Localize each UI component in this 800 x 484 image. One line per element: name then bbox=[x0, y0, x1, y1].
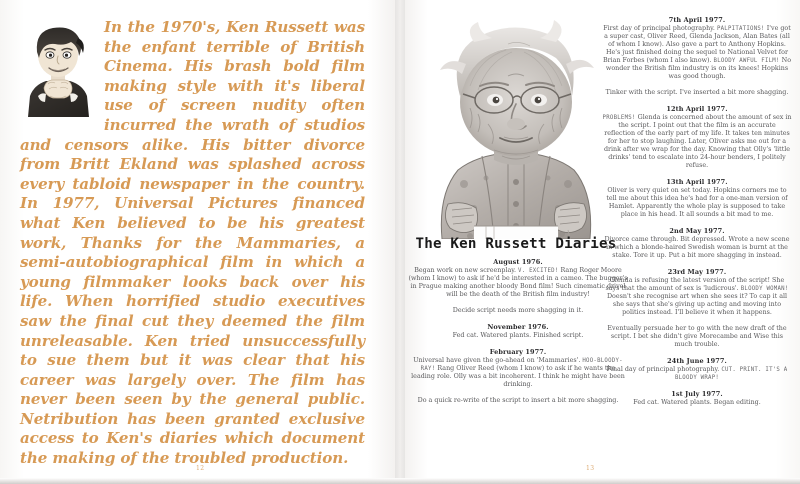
diary-entry-body: Final day of principal photography. CUT. PRINT. IT'S A BLOODY WRAP! bbox=[606, 366, 788, 381]
diary-entry-body: Decide script needs more shagging in it. bbox=[452, 307, 584, 314]
diary-entry-emphasis: PALPITATIONS! bbox=[716, 26, 765, 32]
page-bottom-edge bbox=[0, 478, 800, 484]
diary-entry bbox=[602, 178, 792, 219]
diary-entry-date: 12th April 1977. bbox=[666, 105, 728, 113]
diary-entry bbox=[602, 390, 792, 407]
diary-entry-emphasis: CUT. PRINT. IT'S A BLOODY WRAP! bbox=[674, 367, 788, 381]
diary-entry-body: PROBLEMS! Glenda is concerned about the amount of sex in the script. I point out that the film is an accurate reflection of the early part of my life. It takes ten minutes for her to stop laughing. Later, Oliver asks me out for a drink after we wrap for the day. Knowing that Olly's 'little drinks' tend to escalate into 24-hour benders, I politely refuse. bbox=[602, 114, 792, 169]
diary-title: The Ken Russett Diaries bbox=[415, 236, 617, 252]
diary-entry-body: Began work on new screenplay. V. EXCITED! Rang Roger Moore (whom I know) to ask if he'd be interested in a cameo. The bugger's in Prague making another bloody Bond film! Such cinematic drivel will be the death of the British film industry! bbox=[408, 267, 628, 298]
diary-entry-body: Universal have given the go-ahead on 'Mammaries'. HOO-BLOODY-RAY! Rang Oliver Reed (whom I know) to ask if he wants the leading role. Olly was a bit incoherent. I think he might have been drinking. bbox=[411, 357, 625, 388]
diary-entry-date: 13th April 1977. bbox=[666, 178, 728, 186]
diary-entry bbox=[602, 268, 792, 317]
diary-entry-date: 2nd May 1977. bbox=[669, 227, 725, 235]
diary-column-center bbox=[408, 258, 628, 405]
diary-entry-date: 7th April 1977. bbox=[668, 16, 726, 24]
right-page bbox=[400, 0, 800, 484]
diary-entry bbox=[408, 397, 628, 405]
diary-entry bbox=[602, 16, 792, 81]
diary-entry-body: Glenda is refusing the latest version of the script! She says that the amount of sex is 'ludicrous'. BLOODY WOMAN! Doesn't she recognise art when she sees it? To cap it all she says that she's giving up acting and moving into politics instead. I'll believe it when it happens. bbox=[605, 277, 789, 316]
diary-entry-emphasis: HOO-BLOODY-RAY! bbox=[420, 358, 623, 372]
diary-entry-body: Eventually persuade her to go with the new draft of the script. I bet she didn't give Morecambe and Wise this much trouble. bbox=[607, 325, 787, 348]
diary-entry-date: 23rd May 1977. bbox=[667, 268, 727, 276]
diary-entry-body: Tinker with the script. I've inserted a bit more shagging. bbox=[605, 89, 789, 96]
intro-block bbox=[20, 18, 365, 469]
diary-entry-emphasis: BLOODY AWFUL FILM! bbox=[713, 58, 780, 64]
diary-entry bbox=[408, 323, 628, 340]
diary-entry bbox=[408, 307, 628, 315]
ken-russett-portrait-illustration bbox=[20, 22, 96, 117]
diary-entry-date: August 1976. bbox=[493, 258, 543, 266]
diary-entry-body: First day of principal photography. PALPITATIONS! I've got a super cast, Oliver Reed, Glenda Jackson, Alan Bates (all of whom I know). Also gave a part to Anthony Hopkins. He's just finished doing the sequel to National Velvet for Brian Forbes (whom I also know). BLOODY AWFUL FILM! No wonder the British film industry is on its knees! Hopkins was good though. bbox=[602, 25, 792, 80]
diary-entry-date: 1st July 1977. bbox=[671, 390, 723, 398]
diary-entry-body: Oliver is very quiet on set today. Hopkins corners me to tell me about this idea he's had for a one-man version of Hamlet. Apparently the whole play is supposed to take place in his head. It all sounds a bit mad to me. bbox=[606, 187, 788, 218]
diary-entry bbox=[602, 89, 792, 97]
diary-entry-body: Divorce came through. Bit depressed. Wrote a new scene in which a blonde-haired Swedish woman is burnt at the stake. Tore it up. Put a bit more shagging in instead. bbox=[604, 236, 790, 259]
diary-entry bbox=[602, 325, 792, 349]
diary-entry-date: 24th June 1977. bbox=[667, 357, 727, 365]
diary-entry bbox=[602, 105, 792, 170]
diary-entry bbox=[408, 258, 628, 299]
diary-entry-date: November 1976. bbox=[487, 323, 549, 331]
diary-entry bbox=[602, 357, 792, 382]
diary-entry-emphasis: PROBLEMS! bbox=[602, 115, 636, 121]
intro-paragraph: In the 1970's, Ken Russett was the enfant terrible of British Cinema. His brash bold film making style with it's liberal use of screen nudity often incurred the wrath of studios and censors alike. His bitter divorce from Britt Ekland was splashed across every tabloid newspaper in the country. In 1977, Universal Pictures financed what Ken believed to be his greatest work, Thanks for the Mammaries, a semi-autobiographical film in which a young filmmaker looks back over his life. When horrified studio executives saw the final cut they deemed the film unreleasable. Ken tried unsuccessfully to sue them but it was clear that his career was largely over. The film has never been seen by the general public. Netribution has been granted exclusive access to Ken's diaries which document the making of the troubled production. bbox=[20, 18, 365, 468]
elderly-woman-sketch-illustration bbox=[408, 4, 624, 239]
diary-entry-emphasis: V. EXCITED! bbox=[518, 268, 559, 274]
diary-entry-emphasis: BLOODY WOMAN! bbox=[740, 286, 789, 292]
page-number-right: 13 bbox=[586, 465, 595, 472]
diary-entry-body: Fed cat. Watered plants. Began editing. bbox=[633, 399, 761, 406]
diary-entry bbox=[408, 348, 628, 389]
diary-column-right bbox=[602, 16, 792, 407]
diary-entry bbox=[602, 227, 792, 260]
diary-entry-body: Do a quick re-write of the script to insert a bit more shagging. bbox=[417, 397, 619, 404]
diary-entry-date: February 1977. bbox=[489, 348, 547, 356]
page-number-left: 12 bbox=[196, 465, 205, 472]
diary-entry-body: Fed cat. Watered plants. Finished script. bbox=[452, 332, 584, 339]
